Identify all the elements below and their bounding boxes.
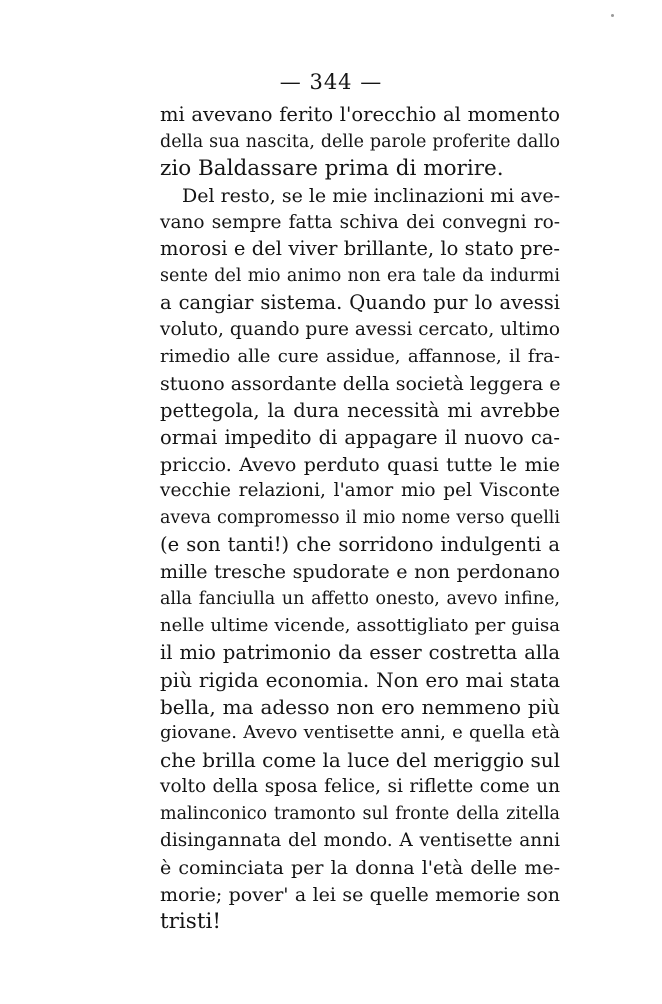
text-line: bella, ma adesso non ero nemmeno più <box>160 694 560 719</box>
text-line: malinconico tramonto sul fronte della zitella <box>160 804 560 825</box>
body-text <box>160 102 560 936</box>
text-line: mille tresche spudorate e non perdonano <box>160 561 560 584</box>
text-line: volto della sposa felice, si riflette come un <box>160 776 560 798</box>
text-line: a cangiar sistema. Quando pur lo avessi <box>160 291 560 315</box>
text-line: vecchie relazioni, l'amor mio pel Visconte <box>160 480 560 502</box>
text-line: sente del mio animo non era tale da indurmi <box>160 266 560 287</box>
text-line: è cominciata per la donna l'età delle me- <box>160 856 560 879</box>
text-line: morosi e del viver brillante, lo stato pre- <box>160 237 560 261</box>
text-line: morie; pover' a lei se quelle memorie son <box>160 883 560 906</box>
page-number: — 344 — <box>279 70 383 94</box>
text-line: priccio. Avevo perduto quasi tutte le mie <box>160 453 560 476</box>
text-line: nelle ultime vicende, assottigliato per guisa <box>160 614 560 636</box>
text-line: più rigida economia. Non ero mai stata <box>160 667 560 692</box>
text-line: giovane. Avevo ventisette anni, e quella età <box>160 722 560 744</box>
text-line: aveva compromesso il mio nome verso quelli <box>160 508 560 529</box>
text-line: alla fanciulla un affetto onesto, avevo infine, <box>160 589 560 610</box>
text-line: zio Baldassare prima di morire. <box>160 155 504 181</box>
text-line: della sua nascita, delle parole proferite dallo <box>160 131 560 152</box>
text-line: (e son tanti!) che sorridono indulgenti a <box>160 533 560 557</box>
paper-speck <box>611 14 614 17</box>
text-line: Del resto, se le mie inclinazioni mi ave- <box>182 184 561 207</box>
text-line: ormai impedito di appagare il nuovo ca- <box>160 425 560 449</box>
text-line: vano sempre fatta schiva dei convegni ro- <box>160 211 560 233</box>
text-line: tristi! <box>160 908 221 934</box>
text-line: rimedio alle cure assidue, affannose, il fra- <box>160 346 560 368</box>
text-line: il mio patrimonio da esser costretta alla <box>160 640 560 664</box>
text-line: disingannata del mondo. A ventisette anni <box>160 830 560 852</box>
text-line: pettegola, la dura necessità mi avrebbe <box>160 398 560 422</box>
text-line: che brilla come la luce del meriggio sul <box>160 748 560 773</box>
text-line: mi avevano ferito l'orecchio al momento <box>160 103 560 126</box>
text-line: voluto, quando pure avessi cercato, ultimo <box>160 319 560 341</box>
text-line: stuono assordante della società leggera e <box>160 372 561 395</box>
